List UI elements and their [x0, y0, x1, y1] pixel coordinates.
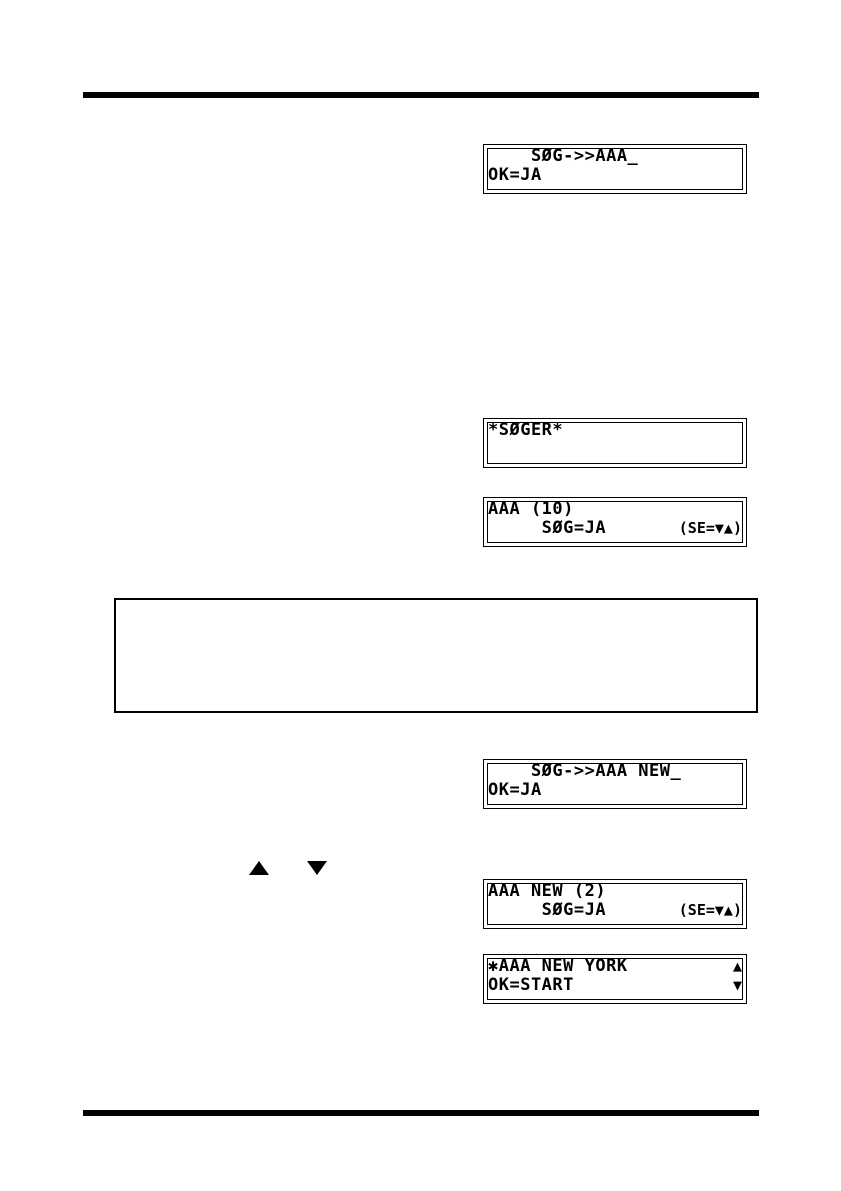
lcd-line-2: SØG=JA — [488, 900, 607, 920]
lcd-line-2 — [488, 439, 742, 459]
lcd-line-2: OK=JA — [488, 780, 542, 800]
lcd-scroll-hint: (SE=▼▲) — [678, 519, 742, 537]
lcd-display-results-aaa — [483, 497, 747, 547]
lcd-display-results-aaa-new — [483, 879, 747, 929]
lcd-display-searching — [483, 418, 747, 468]
lcd-line-1: ✱AAA NEW YORK — [488, 956, 628, 976]
note-box — [114, 598, 758, 713]
up-triangle-icon — [249, 861, 269, 875]
lcd-line-2: OK=JA — [488, 165, 542, 185]
arrow-keys — [246, 858, 336, 878]
lcd-display-search-entry-new — [483, 759, 747, 809]
lcd-line-2: OK=START — [488, 975, 574, 995]
lcd-line-1: AAA (10) — [488, 499, 574, 519]
lcd-line-1: *SØGER* — [488, 420, 564, 440]
lcd-line-1: AAA NEW (2) — [488, 881, 607, 901]
lcd-up-indicator: ▲ — [732, 957, 742, 975]
lcd-scroll-hint: (SE=▼▲) — [678, 901, 742, 919]
down-triangle-icon — [307, 861, 327, 875]
lcd-line-2: SØG=JA — [488, 518, 607, 538]
bottom-rule — [83, 1110, 759, 1116]
top-rule — [83, 92, 759, 98]
lcd-line-1: SØG->>AAA_ — [488, 146, 639, 166]
lcd-line-1: SØG->>AAA NEW_ — [488, 761, 682, 781]
lcd-display-result-new-york — [483, 954, 747, 1004]
lcd-display-search-entry — [483, 144, 747, 194]
lcd-down-indicator: ▼ — [732, 976, 742, 994]
